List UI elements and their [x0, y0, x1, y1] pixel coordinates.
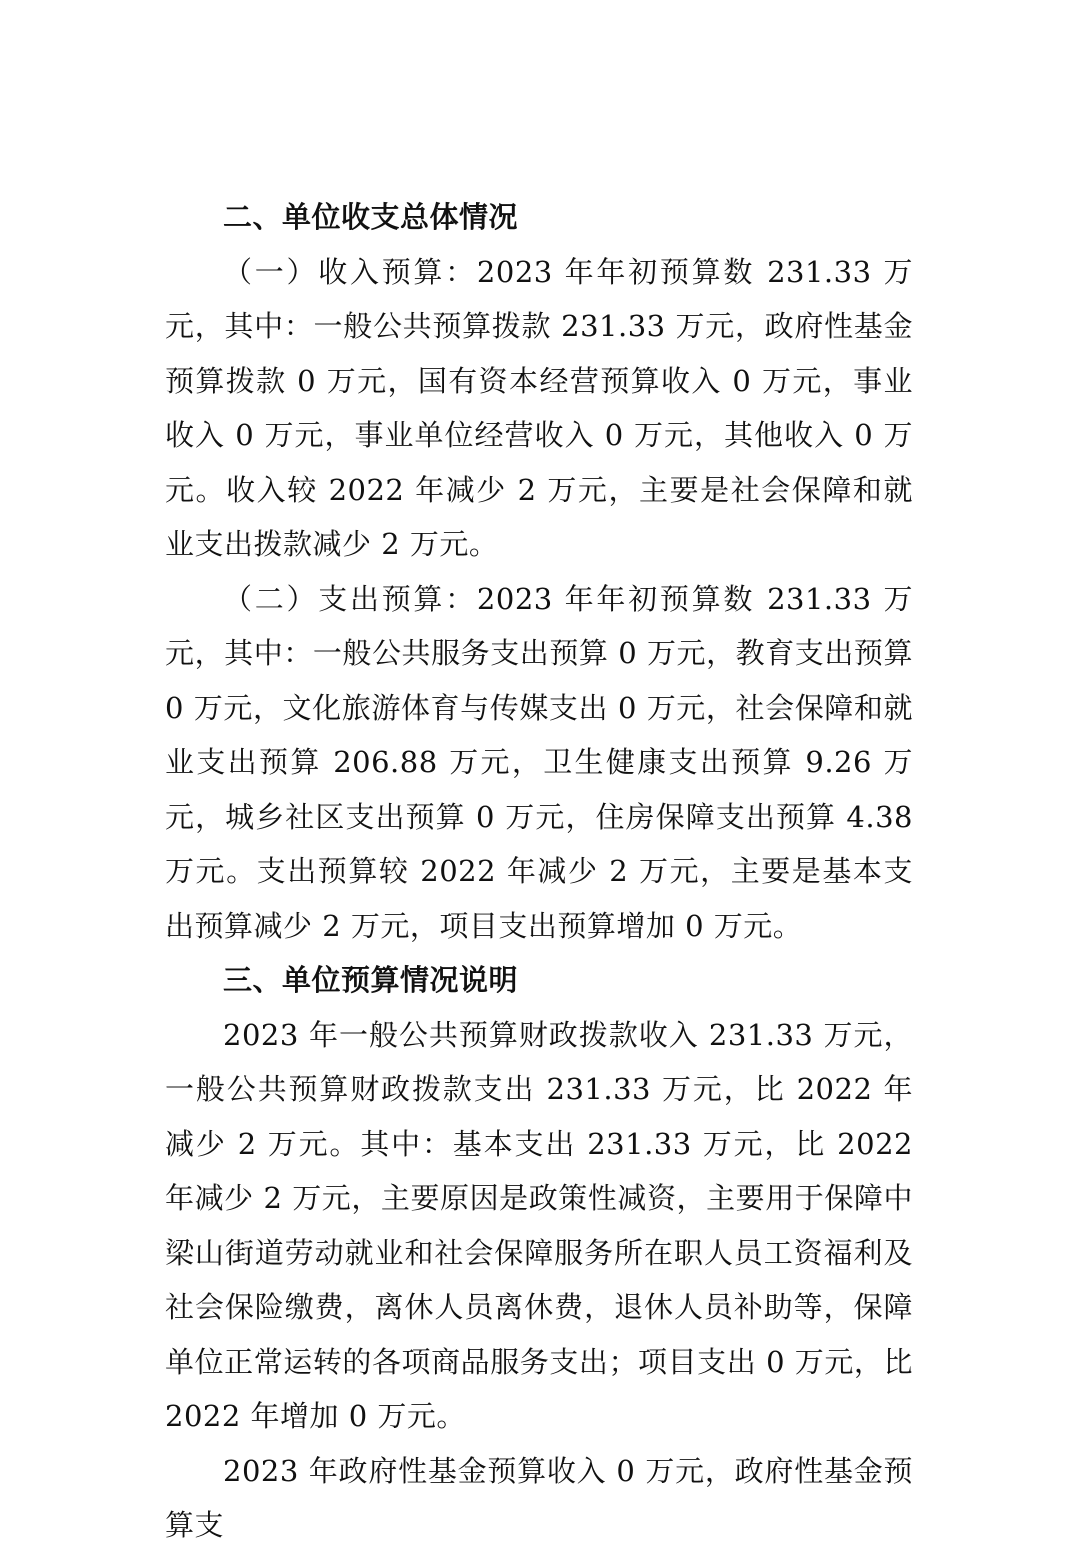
section-heading-unit-overview: 二、单位收支总体情况 — [223, 200, 519, 234]
expense-budget-paragraph: （二）支出预算：2023 年年初预算数 231.33 万元，其中：一般公共服务支出预算 0 万元，教育支出预算 0 万元，文化旅游体育与传媒支出 0 万元，社会保障和就业支出预算 206.88 万元，卫生健康支出预算 9.26 万元，城乡社区支出预算 0 万元，住房保障支出预算 4.38 万元。支出预算较 2022 年减少 2 万元，主要是基本支出预算减少 2 万元，项目支出预算增加 0 万元。 — [165, 581, 913, 943]
general-budget-paragraph: 2023 年一般公共预算财政拨款收入 231.33 万元，一般公共预算财政拨款支出 231.33 万元，比 2022 年减少 2 万元。其中：基本支出 231.33 万元，比 2022 年减少 2 万元，主要原因是政策性减资，主要用于保障中梁山街道劳动就业和社会保障服务所在职人员工资福利及社会保险缴费，离休人员离休费，退休人员补助等，保障单位正常运转的各项商品服务支出；项目支出 0 万元，比 2022 年增加 0 万元。 — [165, 1017, 913, 1433]
section-heading-budget-explanation: 三、单位预算情况说明 — [223, 963, 519, 997]
government-fund-paragraph: 2023 年政府性基金预算收入 0 万元，政府性基金预算支 — [165, 1453, 913, 1542]
income-budget-paragraph: （一）收入预算：2023 年年初预算数 231.33 万元，其中：一般公共预算拨款 231.33 万元，政府性基金预算拨款 0 万元，国有资本经营预算收入 0 万元，事业收入 0 万元，事业单位经营收入 0 万元，其他收入 0 万元。收入较 2022 年减少 2 万元，主要是社会保障和就业支出拨款减少 2 万元。 — [165, 254, 913, 561]
document-body — [165, 190, 913, 1553]
